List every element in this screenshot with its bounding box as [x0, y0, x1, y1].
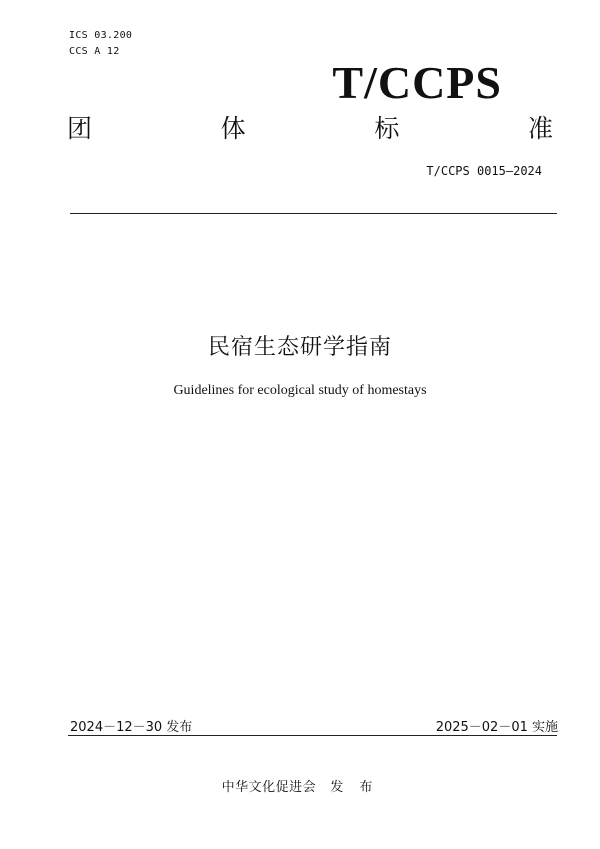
publisher-name: 中华文化促进会 [221, 780, 317, 795]
standard-type-char: 准 [527, 114, 553, 143]
standard-logo: T/CCPS [332, 57, 502, 108]
document-title-chinese: 民宿生态研学指南 [207, 335, 392, 360]
ccs-code: CCS A 12 [69, 46, 120, 57]
standard-type-heading [67, 116, 553, 141]
standard-type-char: 标 [374, 114, 400, 143]
publisher-action: 发 布 [330, 780, 379, 795]
standard-type-char: 团 [67, 114, 93, 143]
document-title-english: Guidelines for ecological study of homestays [173, 383, 427, 398]
publish-date: 2024－12－30 发布 [70, 720, 193, 735]
ics-code: ICS 03.200 [69, 30, 133, 41]
publisher-line [0, 776, 600, 795]
top-divider [70, 213, 557, 214]
bottom-divider [68, 735, 557, 736]
standard-type-char: 体 [220, 114, 246, 143]
implement-date: 2025－02－01 实施 [435, 720, 558, 735]
standard-number: T/CCPS 0015—2024 [426, 164, 542, 178]
